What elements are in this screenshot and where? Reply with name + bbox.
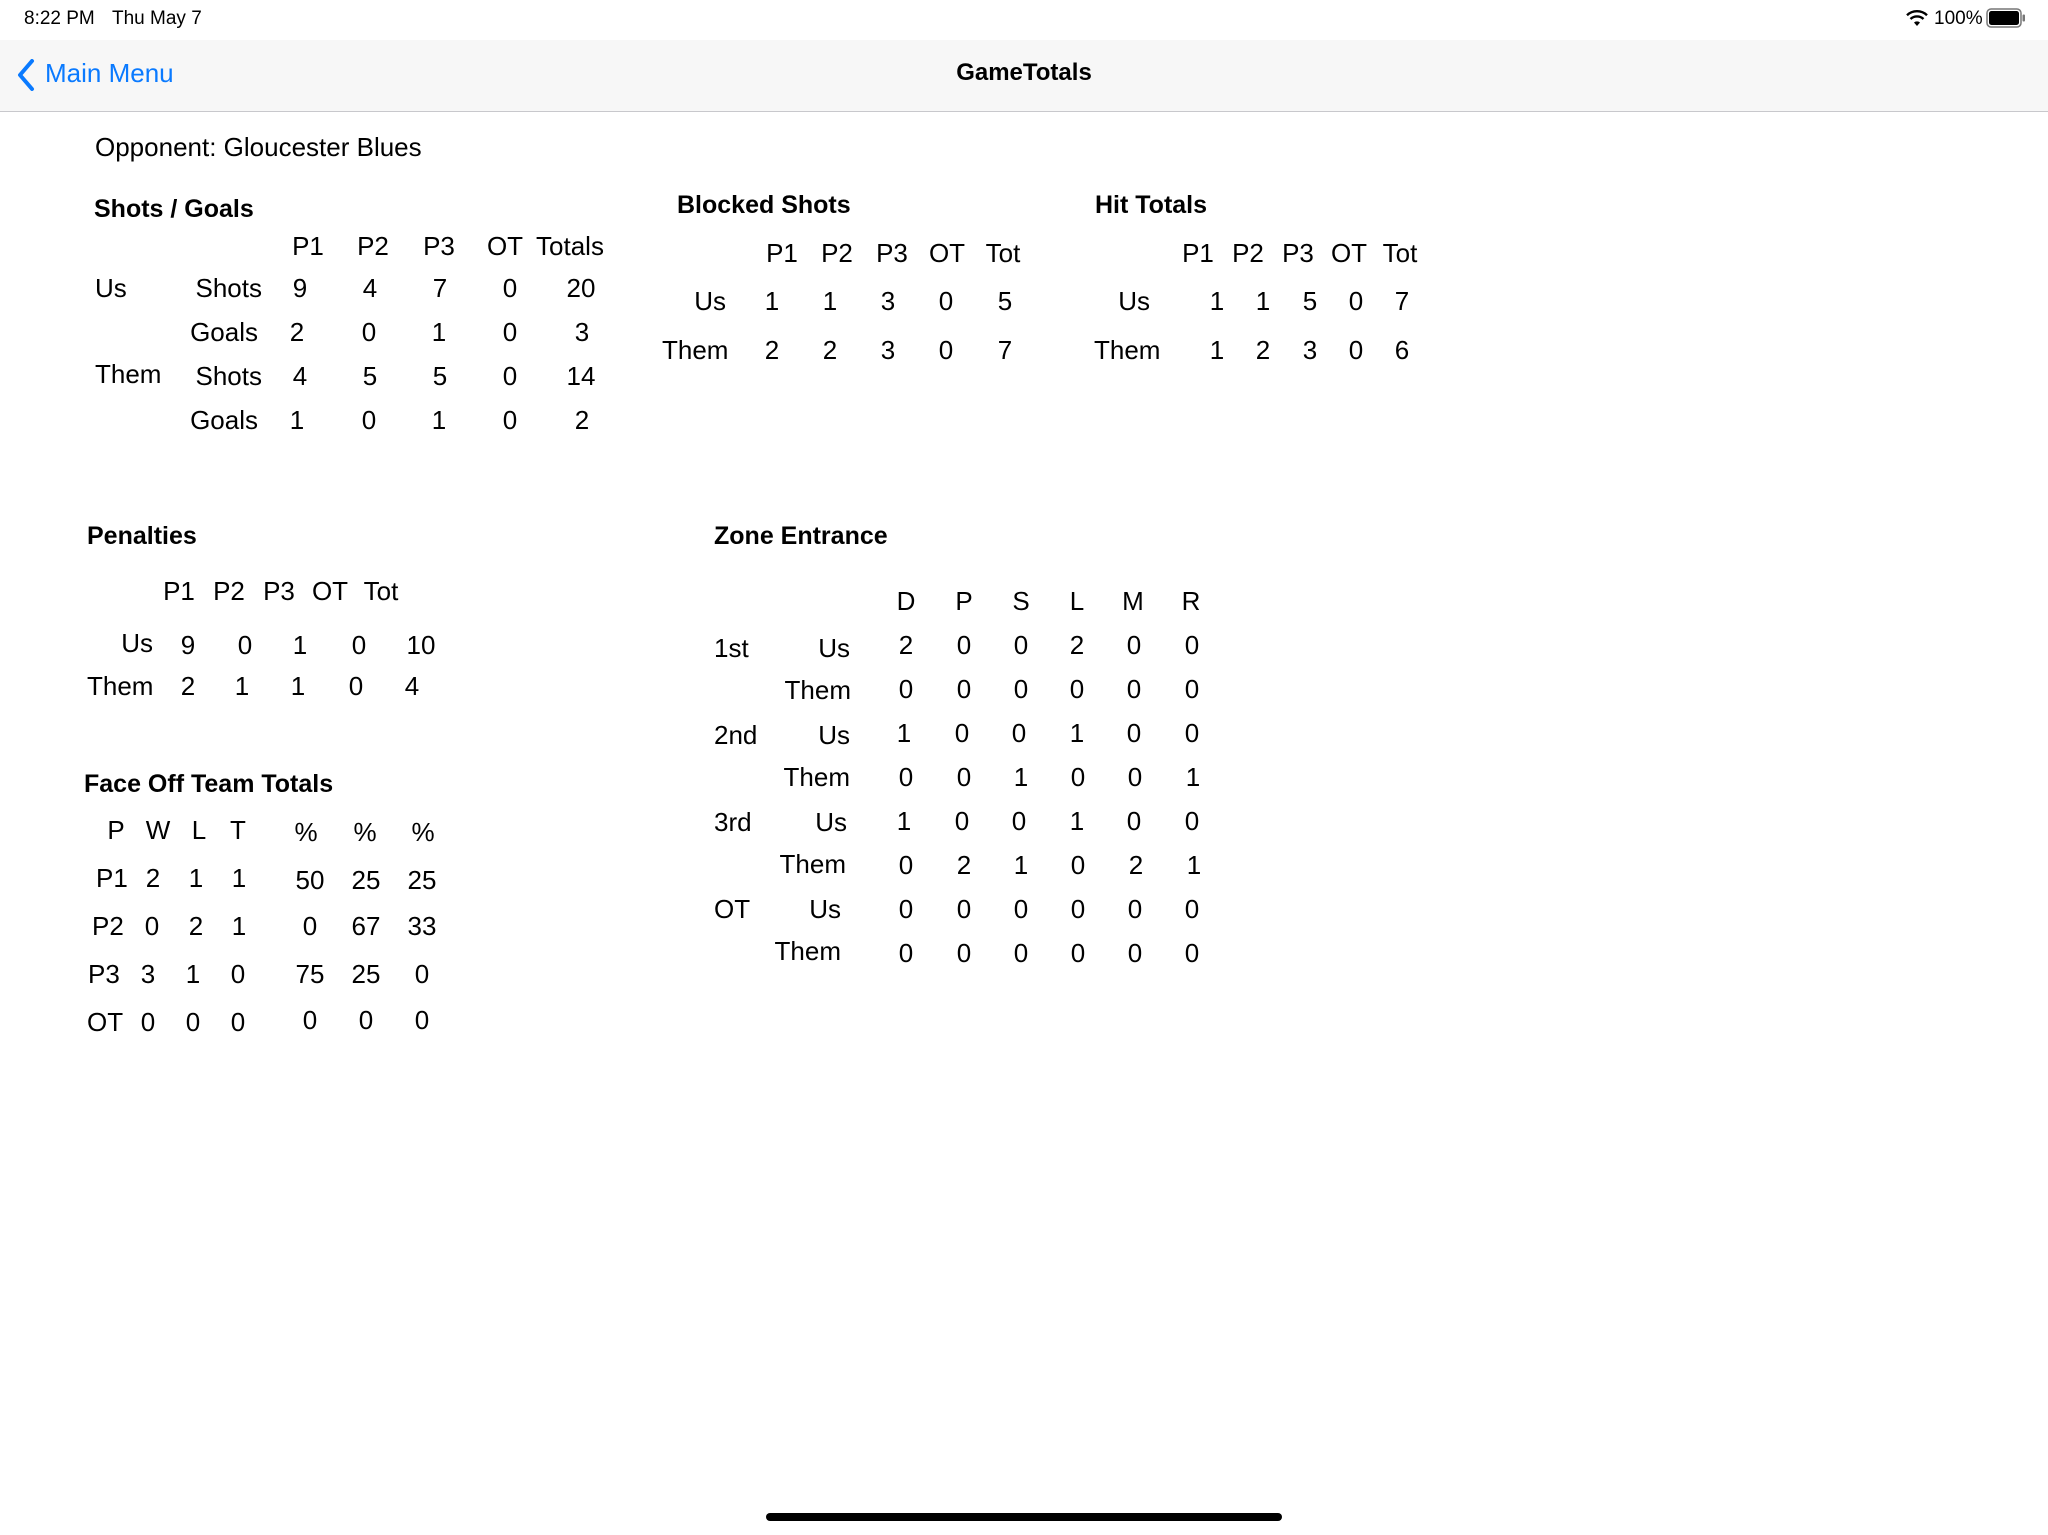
- status-date: Thu May 7: [112, 8, 202, 29]
- row-label: Us: [809, 894, 841, 924]
- table-cell: 1: [764, 286, 780, 316]
- table-cell: 0: [898, 894, 914, 924]
- table-cell: 1: [431, 317, 447, 347]
- table-cell: 0: [1069, 674, 1085, 704]
- column-header: P3: [423, 231, 455, 261]
- column-header: L: [1069, 586, 1085, 616]
- back-button-label: Main Menu: [45, 58, 174, 88]
- table-cell: 0: [954, 718, 970, 748]
- blocked-shots-title: Blocked Shots: [677, 191, 851, 219]
- table-cell: 0: [185, 1007, 201, 1037]
- column-header: P1: [163, 576, 195, 606]
- table-cell: 0: [956, 938, 972, 968]
- table-cell: 0: [502, 361, 518, 391]
- column-header: P: [955, 586, 973, 616]
- column-header: D: [896, 586, 916, 616]
- zone-entrance-title: Zone Entrance: [714, 522, 888, 550]
- table-cell: 0: [361, 405, 377, 435]
- row-label: Them: [774, 936, 841, 966]
- table-cell: 0: [1013, 938, 1029, 968]
- column-header: %: [294, 817, 318, 847]
- table-cell: 1: [1013, 762, 1029, 792]
- table-cell: 0: [361, 317, 377, 347]
- table-cell: 2: [1128, 850, 1144, 880]
- table-cell: 3: [880, 335, 896, 365]
- table-cell: 0: [144, 911, 160, 941]
- table-cell: 5: [997, 286, 1013, 316]
- team-label: Us: [95, 273, 127, 303]
- faceoff-title: Face Off Team Totals: [84, 770, 334, 798]
- table-cell: 1: [1186, 850, 1202, 880]
- table-cell: 0: [956, 894, 972, 924]
- table-cell: 0: [1348, 286, 1364, 316]
- table-cell: 1: [896, 718, 912, 748]
- column-header: P: [107, 815, 125, 845]
- table-cell: 50: [295, 865, 325, 895]
- row-label: P2: [92, 911, 124, 941]
- table-cell: 1: [289, 405, 305, 435]
- table-cell: 2: [188, 911, 204, 941]
- column-header: Totals: [536, 231, 604, 261]
- table-cell: 0: [898, 674, 914, 704]
- row-label: Us: [815, 807, 847, 837]
- table-cell: 0: [502, 273, 518, 303]
- table-cell: 0: [502, 317, 518, 347]
- table-cell: 0: [351, 630, 367, 660]
- column-header: Tot: [985, 238, 1021, 268]
- table-cell: 67: [351, 911, 381, 941]
- table-cell: 1: [1069, 806, 1085, 836]
- table-cell: 14: [566, 361, 596, 391]
- row-label: Us: [818, 720, 850, 750]
- row-label: Them: [779, 849, 846, 879]
- table-cell: 2: [180, 671, 196, 701]
- table-cell: 0: [348, 671, 364, 701]
- row-label: Them: [784, 675, 851, 705]
- table-cell: 0: [1126, 674, 1142, 704]
- column-header: P1: [292, 231, 324, 261]
- table-cell: 0: [1070, 894, 1086, 924]
- table-cell: 0: [1127, 894, 1143, 924]
- table-cell: 1: [231, 911, 247, 941]
- table-cell: 0: [956, 762, 972, 792]
- column-header: P3: [1282, 238, 1314, 268]
- page-title: GameTotals: [956, 59, 1092, 86]
- table-cell: 0: [1184, 718, 1200, 748]
- table-cell: 0: [898, 850, 914, 880]
- column-header: P1: [1182, 238, 1214, 268]
- table-cell: 1: [1069, 718, 1085, 748]
- table-cell: 3: [1302, 335, 1318, 365]
- row-label: Them: [87, 671, 154, 701]
- column-header: S: [1012, 586, 1030, 616]
- column-header: L: [191, 815, 207, 845]
- table-cell: 0: [1013, 894, 1029, 924]
- battery-percent: 100%: [1934, 8, 1983, 29]
- table-cell: 1: [234, 671, 250, 701]
- table-cell: 6: [1394, 335, 1410, 365]
- table-cell: 0: [1127, 762, 1143, 792]
- table-cell: 0: [898, 762, 914, 792]
- table-cell: 0: [1013, 630, 1029, 660]
- table-cell: 2: [1255, 335, 1271, 365]
- chevron-left-icon: [16, 59, 36, 91]
- table-cell: 25: [407, 865, 437, 895]
- table-cell: 0: [1184, 894, 1200, 924]
- table-cell: 0: [1126, 806, 1142, 836]
- table-cell: 2: [145, 863, 161, 893]
- table-cell: 9: [180, 630, 196, 660]
- table-cell: 10: [406, 630, 436, 660]
- table-cell: 2: [289, 317, 305, 347]
- row-label: Goals: [190, 317, 258, 347]
- row-label: P3: [88, 959, 120, 989]
- table-cell: 1: [1185, 762, 1201, 792]
- table-cell: 0: [1070, 762, 1086, 792]
- table-cell: 0: [1126, 630, 1142, 660]
- row-label: Shots: [195, 273, 262, 303]
- table-cell: 0: [302, 911, 318, 941]
- team-label: Them: [95, 359, 162, 389]
- table-cell: 0: [1127, 938, 1143, 968]
- table-cell: 0: [414, 959, 430, 989]
- column-header: P1: [766, 238, 798, 268]
- table-cell: 0: [1184, 938, 1200, 968]
- shots-goals-title: Shots / Goals: [94, 195, 254, 223]
- column-header: M: [1122, 586, 1144, 616]
- table-cell: 0: [898, 938, 914, 968]
- period-label: 3rd: [714, 807, 752, 837]
- table-cell: 2: [1069, 630, 1085, 660]
- table-cell: 20: [566, 273, 596, 303]
- column-header: P2: [821, 238, 853, 268]
- table-cell: 3: [140, 959, 156, 989]
- column-header: %: [353, 817, 377, 847]
- row-label: Shots: [195, 361, 262, 391]
- table-cell: 7: [1394, 286, 1410, 316]
- table-cell: 0: [1070, 938, 1086, 968]
- table-cell: 0: [1070, 850, 1086, 880]
- table-cell: 0: [230, 959, 246, 989]
- column-header: Tot: [363, 576, 399, 606]
- table-cell: 0: [502, 405, 518, 435]
- table-cell: 5: [1302, 286, 1318, 316]
- table-cell: 4: [362, 273, 378, 303]
- table-cell: 0: [938, 335, 954, 365]
- status-time: 8:22 PM: [24, 8, 95, 29]
- table-cell: 7: [997, 335, 1013, 365]
- table-cell: 1: [822, 286, 838, 316]
- column-header: OT: [928, 238, 966, 268]
- table-cell: 0: [954, 806, 970, 836]
- column-header: P2: [1232, 238, 1264, 268]
- table-cell: 1: [290, 671, 306, 701]
- table-cell: 0: [956, 630, 972, 660]
- column-header: OT: [1330, 238, 1368, 268]
- table-cell: 0: [1013, 674, 1029, 704]
- table-cell: 2: [898, 630, 914, 660]
- table-cell: 2: [956, 850, 972, 880]
- table-cell: 4: [404, 671, 420, 701]
- table-cell: 1: [188, 863, 204, 893]
- table-cell: 0: [358, 1005, 374, 1035]
- period-label: OT: [714, 894, 751, 924]
- table-cell: 1: [1013, 850, 1029, 880]
- home-indicator[interactable]: [766, 1513, 1282, 1521]
- table-cell: 0: [1184, 674, 1200, 704]
- table-cell: 1: [1209, 335, 1225, 365]
- column-header: P2: [213, 576, 245, 606]
- row-label: Us: [1118, 286, 1150, 316]
- battery-icon: [1986, 8, 2026, 28]
- table-cell: 0: [1184, 630, 1200, 660]
- table-cell: 0: [414, 1005, 430, 1035]
- table-cell: 7: [432, 273, 448, 303]
- table-cell: 1: [896, 806, 912, 836]
- column-header: T: [230, 815, 246, 845]
- row-label: Us: [121, 628, 153, 658]
- opponent-label: Opponent: Gloucester Blues: [95, 132, 422, 162]
- table-cell: 1: [292, 630, 308, 660]
- row-label: Them: [1094, 335, 1161, 365]
- table-cell: 25: [351, 865, 381, 895]
- table-cell: 1: [1209, 286, 1225, 316]
- table-cell: 0: [1011, 806, 1027, 836]
- table-cell: 75: [295, 959, 325, 989]
- table-cell: 0: [1126, 718, 1142, 748]
- table-cell: 5: [432, 361, 448, 391]
- wifi-icon: [1906, 10, 1928, 27]
- table-cell: 0: [302, 1005, 318, 1035]
- table-cell: 2: [764, 335, 780, 365]
- table-cell: 0: [1011, 718, 1027, 748]
- table-cell: 0: [237, 630, 253, 660]
- column-header: OT: [311, 576, 349, 606]
- table-cell: 0: [938, 286, 954, 316]
- table-cell: 33: [407, 911, 437, 941]
- table-cell: 0: [1348, 335, 1364, 365]
- table-cell: 5: [362, 361, 378, 391]
- column-header: P2: [357, 231, 389, 261]
- table-cell: 0: [230, 1007, 246, 1037]
- table-cell: 3: [574, 317, 590, 347]
- column-header: %: [411, 817, 435, 847]
- table-cell: 3: [880, 286, 896, 316]
- column-header: P3: [263, 576, 295, 606]
- column-header: P3: [876, 238, 908, 268]
- table-cell: 1: [231, 863, 247, 893]
- row-label: Goals: [190, 405, 258, 435]
- table-cell: 9: [292, 273, 308, 303]
- table-cell: 0: [1184, 806, 1200, 836]
- table-cell: 0: [956, 674, 972, 704]
- column-header: R: [1181, 586, 1201, 616]
- table-cell: 1: [1255, 286, 1271, 316]
- table-cell: 1: [185, 959, 201, 989]
- period-label: 1st: [714, 633, 749, 663]
- row-label: Them: [662, 335, 729, 365]
- row-label: Us: [694, 286, 726, 316]
- row-label: OT: [87, 1007, 124, 1037]
- table-cell: 0: [140, 1007, 156, 1037]
- column-header: W: [145, 815, 171, 845]
- penalties-title: Penalties: [87, 522, 197, 550]
- table-cell: 2: [574, 405, 590, 435]
- column-header: OT: [486, 231, 524, 261]
- row-label: Us: [818, 633, 850, 663]
- period-label: 2nd: [714, 720, 758, 750]
- table-cell: 25: [351, 959, 381, 989]
- hit-totals-title: Hit Totals: [1095, 191, 1208, 219]
- table-cell: 1: [431, 405, 447, 435]
- row-label: P1: [96, 863, 128, 893]
- table-cell: 2: [822, 335, 838, 365]
- table-cell: 4: [292, 361, 308, 391]
- row-label: Them: [783, 762, 850, 792]
- column-header: Tot: [1382, 238, 1418, 268]
